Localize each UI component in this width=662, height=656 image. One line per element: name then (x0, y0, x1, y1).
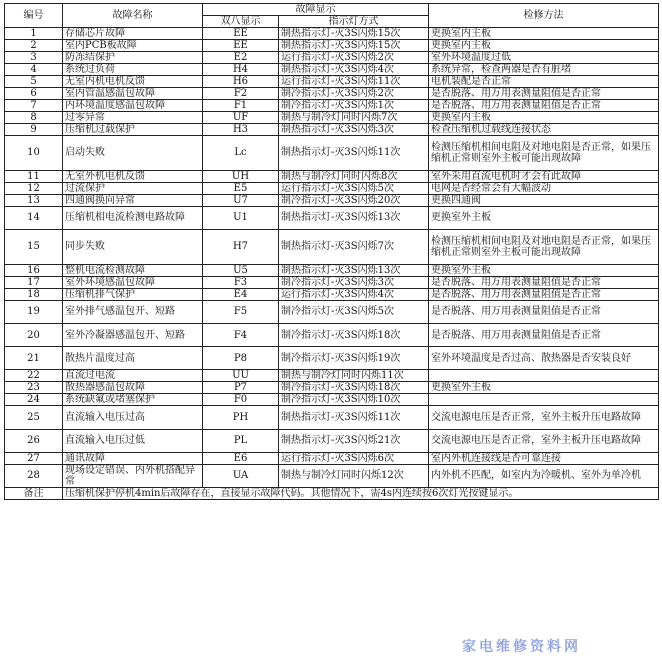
cell-indicator: 制热与制冷灯同时闪烁11次 (279, 370, 429, 382)
cell-code: PH (203, 406, 279, 429)
cell-method: 是否脱落、用万用表测量阻值是否正常 (429, 300, 659, 323)
cell-name: 系统过负荷 (63, 64, 203, 76)
table-row (5, 452, 659, 464)
cell-code: E4 (203, 288, 279, 300)
cell-indicator: 运行指示灯-灭3S闪烁11次 (279, 76, 429, 88)
cell-no: 17 (5, 276, 63, 288)
table-row (5, 76, 659, 88)
cell-name: 室内PCB板故障 (63, 40, 203, 52)
cell-code: F0 (203, 394, 279, 406)
cell-name: 防冻结保护 (63, 52, 203, 64)
cell-name: 启动失败 (63, 136, 203, 171)
cell-code: UH (203, 170, 279, 182)
cell-method: 内外机不匹配，如室内为冷暖机、室外为单冷机 (429, 464, 659, 487)
cell-method: 更换室内主板 (429, 112, 659, 124)
cell-no: 24 (5, 394, 63, 406)
table-row (5, 347, 659, 370)
cell-code: F3 (203, 276, 279, 288)
table-row (5, 206, 659, 229)
cell-indicator: 制热指示灯-灭3S闪烁15次 (279, 40, 429, 52)
cell-code: F2 (203, 88, 279, 100)
table-row (5, 182, 659, 194)
cell-name: 压缩机相电流检测电路故障 (63, 206, 203, 229)
header-method: 检修方法 (429, 4, 659, 28)
table-row (5, 288, 659, 300)
cell-no: 10 (5, 136, 63, 171)
cell-method: 更换室内主板 (429, 40, 659, 52)
cell-indicator: 制冷指示灯-灭3S闪烁5次 (279, 300, 429, 323)
cell-code: U1 (203, 206, 279, 229)
cell-method: 检测压缩机相间电阻及对地电阻是否正常，如果压缩机正常则室外主板可能出现故障 (429, 136, 659, 171)
cell-method: 是否脱落、用万用表测量阻值是否正常 (429, 100, 659, 112)
table-row (5, 28, 659, 40)
cell-code: P7 (203, 382, 279, 394)
cell-code: EE (203, 40, 279, 52)
cell-indicator: 制热与制冷灯同时闪烁8次 (279, 170, 429, 182)
header-dual8: 双八显示 (203, 16, 279, 28)
cell-method (429, 370, 659, 382)
table-row (5, 170, 659, 182)
cell-name: 现场设定错误、内外机搭配异常 (63, 464, 203, 487)
cell-indicator: 运行指示灯-灭3S闪烁4次 (279, 288, 429, 300)
cell-indicator: 制冷指示灯-灭3S闪烁19次 (279, 347, 429, 370)
cell-code: H4 (203, 64, 279, 76)
cell-no: 25 (5, 406, 63, 429)
cell-no: 3 (5, 52, 63, 64)
cell-method: 室外采用直流电机时才会有此故障 (429, 170, 659, 182)
header-row-1 (5, 4, 659, 16)
cell-indicator: 制热与制冷灯同时闪烁12次 (279, 464, 429, 487)
cell-code: H7 (203, 229, 279, 264)
cell-no: 28 (5, 464, 63, 487)
cell-method: 系统异常，检查两器是否有脏堵 (429, 64, 659, 76)
cell-method: 是否脱落、用万用表测量阻值是否正常 (429, 323, 659, 346)
cell-name: 室外排气感温包开、短路 (63, 300, 203, 323)
cell-code: H6 (203, 76, 279, 88)
cell-name: 室外冷凝器感温包开、短路 (63, 323, 203, 346)
cell-method: 室外环境温度过低 (429, 52, 659, 64)
cell-no: 7 (5, 100, 63, 112)
remark-text: 压缩机保护停机4min后故障存在，直接显示故障代码。其他情况下，需4s内连续按6次灯光按键显示。 (63, 487, 659, 499)
cell-method: 检查压缩机过载线连接状态 (429, 124, 659, 136)
table-row (5, 382, 659, 394)
cell-no: 21 (5, 347, 63, 370)
cell-no: 8 (5, 112, 63, 124)
cell-no: 1 (5, 28, 63, 40)
cell-no: 13 (5, 194, 63, 206)
table-row (5, 100, 659, 112)
cell-code: H3 (203, 124, 279, 136)
cell-indicator: 制热指示灯-灭3S闪烁3次 (279, 124, 429, 136)
table-row (5, 88, 659, 100)
cell-indicator: 运行指示灯-灭3S闪烁5次 (279, 182, 429, 194)
cell-no: 12 (5, 182, 63, 194)
cell-name: 室外环境感温包故障 (63, 276, 203, 288)
table-row (5, 40, 659, 52)
cell-code: U5 (203, 264, 279, 276)
cell-no: 4 (5, 64, 63, 76)
cell-no: 5 (5, 76, 63, 88)
cell-method: 更换室内主板 (429, 28, 659, 40)
fault-code-table (4, 3, 659, 500)
table-row (5, 429, 659, 452)
cell-no: 14 (5, 206, 63, 229)
cell-name: 同步失败 (63, 229, 203, 264)
cell-name: 内环境温度感温包故障 (63, 100, 203, 112)
cell-name: 通讯故障 (63, 452, 203, 464)
cell-name: 四通阀换向异常 (63, 194, 203, 206)
cell-method: 室外环境温度是否过高、散热器是否安装良好 (429, 347, 659, 370)
cell-indicator: 制冷指示灯-灭3S闪烁1次 (279, 100, 429, 112)
table-row (5, 464, 659, 487)
table-row (5, 276, 659, 288)
cell-method: 是否脱落、用万用表测量阻值是否正常 (429, 88, 659, 100)
cell-no: 20 (5, 323, 63, 346)
cell-code: UF (203, 112, 279, 124)
cell-method: 检测压缩机相间电阻及对地电阻是否正常，如果压缩机正常则室外主板可能出现故障 (429, 229, 659, 264)
table-row (5, 394, 659, 406)
cell-method: 室内外机连接线是否可靠连接 (429, 452, 659, 464)
cell-indicator: 制冷指示灯-灭3S闪烁18次 (279, 382, 429, 394)
cell-method: 更换室外主板 (429, 206, 659, 229)
cell-indicator: 制热指示灯-灭3S闪烁4次 (279, 64, 429, 76)
cell-code: F4 (203, 323, 279, 346)
cell-name: 直流输入电压过低 (63, 429, 203, 452)
remark-row (5, 487, 659, 499)
cell-method: 交流电源电压是否正常，室外主板升压电路故障 (429, 429, 659, 452)
cell-method: 更换室外主板 (429, 264, 659, 276)
cell-no: 22 (5, 370, 63, 382)
cell-code: UU (203, 370, 279, 382)
cell-name: 散热器感温包故障 (63, 382, 203, 394)
cell-no: 9 (5, 124, 63, 136)
cell-indicator: 制冷指示灯-灭3S闪烁10次 (279, 394, 429, 406)
cell-method (429, 394, 659, 406)
header-indicator: 指示灯方式 (279, 16, 429, 28)
table-row (5, 194, 659, 206)
cell-name: 过零异常 (63, 112, 203, 124)
cell-indicator: 制热指示灯-灭3S闪烁13次 (279, 264, 429, 276)
table-row (5, 112, 659, 124)
cell-name: 散热片温度过高 (63, 347, 203, 370)
cell-indicator: 制冷指示灯-灭3S闪烁18次 (279, 323, 429, 346)
cell-name: 直流输入电压过高 (63, 406, 203, 429)
cell-name: 整机电流检测故障 (63, 264, 203, 276)
cell-no: 6 (5, 88, 63, 100)
cell-indicator: 制热与制冷灯同时闪烁7次 (279, 112, 429, 124)
cell-code: F5 (203, 300, 279, 323)
cell-method: 电机装配是否正常 (429, 76, 659, 88)
header-no: 编号 (5, 4, 63, 28)
cell-no: 15 (5, 229, 63, 264)
cell-code: U7 (203, 194, 279, 206)
cell-code: P8 (203, 347, 279, 370)
table-row (5, 229, 659, 264)
cell-method: 电网是否经常会有大幅波动 (429, 182, 659, 194)
cell-method: 更换四通阀 (429, 194, 659, 206)
cell-indicator: 运行指示灯-灭3S闪烁6次 (279, 452, 429, 464)
cell-name: 过流保护 (63, 182, 203, 194)
cell-code: E2 (203, 52, 279, 64)
cell-indicator: 制冷指示灯-灭3S闪烁20次 (279, 194, 429, 206)
cell-name: 直流过电流 (63, 370, 203, 382)
cell-indicator: 制热指示灯-灭3S闪烁11次 (279, 406, 429, 429)
cell-no: 23 (5, 382, 63, 394)
cell-no: 16 (5, 264, 63, 276)
cell-indicator: 制热指示灯-灭3S闪烁11次 (279, 136, 429, 171)
header-name: 故障名称 (63, 4, 203, 28)
table-row (5, 52, 659, 64)
table-row (5, 323, 659, 346)
cell-code: F1 (203, 100, 279, 112)
cell-name: 系统缺氟或堵塞保护 (63, 394, 203, 406)
table-row (5, 300, 659, 323)
cell-indicator: 运行指示灯-灭3S闪烁2次 (279, 52, 429, 64)
cell-indicator: 制冷指示灯-灭3S闪烁3次 (279, 276, 429, 288)
cell-indicator: 制热指示灯-灭3S闪烁15次 (279, 28, 429, 40)
cell-no: 26 (5, 429, 63, 452)
cell-method: 更换室外主板 (429, 382, 659, 394)
cell-method: 是否脱落、用万用表测量阻值是否正常 (429, 288, 659, 300)
remark-label: 备注 (5, 487, 63, 499)
cell-no: 11 (5, 170, 63, 182)
table-body (5, 28, 659, 488)
cell-no: 2 (5, 40, 63, 52)
table-row (5, 136, 659, 171)
cell-indicator: 制热指示灯-灭3S闪烁13次 (279, 206, 429, 229)
table-row (5, 64, 659, 76)
cell-indicator: 制热指示灯-灭3S闪烁7次 (279, 229, 429, 264)
cell-method: 是否脱落、用万用表测量阻值是否正常 (429, 276, 659, 288)
cell-name: 存储芯片故障 (63, 28, 203, 40)
cell-name: 压缩机过载保护 (63, 124, 203, 136)
cell-no: 27 (5, 452, 63, 464)
cell-name: 压缩机排气保护 (63, 288, 203, 300)
cell-code: PL (203, 429, 279, 452)
cell-indicator: 制冷指示灯-灭3S闪烁2次 (279, 88, 429, 100)
table-row (5, 264, 659, 276)
cell-name: 无室外机电机反馈 (63, 170, 203, 182)
cell-code: UA (203, 464, 279, 487)
cell-indicator: 制热指示灯-灭3S闪烁21次 (279, 429, 429, 452)
table-row (5, 370, 659, 382)
cell-code: E5 (203, 182, 279, 194)
cell-name: 无室内机电机反馈 (63, 76, 203, 88)
header-display: 故障显示 (203, 4, 429, 16)
cell-code: EE (203, 28, 279, 40)
watermark-text: 家电维修资料网 (462, 639, 581, 655)
table-row (5, 124, 659, 136)
cell-code: E6 (203, 452, 279, 464)
cell-name: 室内管温感温包故障 (63, 88, 203, 100)
cell-method: 交流电源电压是否正常，室外主板升压电路故障 (429, 406, 659, 429)
table-row (5, 406, 659, 429)
cell-no: 18 (5, 288, 63, 300)
cell-code: Lc (203, 136, 279, 171)
cell-no: 19 (5, 300, 63, 323)
